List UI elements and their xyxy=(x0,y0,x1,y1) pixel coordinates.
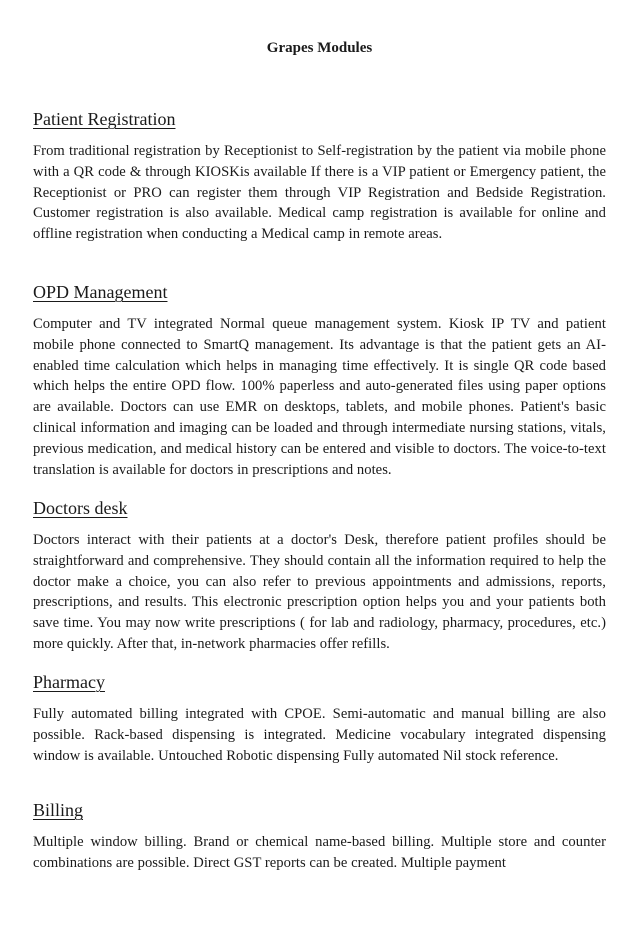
section-billing xyxy=(33,798,606,874)
section-heading: Patient Registration xyxy=(33,109,176,129)
section-heading: OPD Management xyxy=(33,282,168,302)
section-body: Multiple window billing. Brand or chemical name-based billing. Multiple store and counter combinations are possible. Direct GST reports can be created. Multiple payment xyxy=(33,834,606,871)
section-patient-registration xyxy=(33,107,606,245)
section-body: Fully automated billing integrated with CPOE. Semi-automatic and manual billing are also possible. Rack-based dispensing is integrated. Medicine vocabulary integrated dispensing window is available. Untouched Robotic dispensing Fully automated Nil stock reference. xyxy=(33,706,606,764)
section-heading: Doctors desk xyxy=(33,498,128,518)
document-title: Grapes Modules xyxy=(266,40,373,56)
section-heading: Billing xyxy=(33,800,84,820)
section-body: Computer and TV integrated Normal queue management system. Kiosk IP TV and patient mobile phone connected to SmartQ management. Its advantage is that the patient gets an AI-enabled time calculation which helps in managing time effectively. It is single QR code based which helps the entire OPD flow. 100% paperless and auto-generated files using paper options are available. Doctors can use EMR on desktops, tablets, and mobile phones. Patient's basic clinical information and imaging can be loaded and through intermediate nursing stations, vitals, previous medication, and medical history can be entered and visible to doctors. The voice-to-text translation is available for doctors in prescriptions and notes. xyxy=(33,316,606,478)
section-body: From traditional registration by Receptionist to Self-registration by the patient via mobile phone with a QR code & through KIOSKis available If there is a VIP patient or Emergency patient, the Receptionist or PRO can register them through VIP Registration and Bedside Registration. Customer registration is also available. Medical camp registration is available for online and offline registration when conducting a Medical camp in remote areas. xyxy=(33,143,606,243)
section-pharmacy xyxy=(33,670,606,766)
section-heading: Pharmacy xyxy=(33,672,105,692)
section-opd-management xyxy=(33,280,606,480)
section-doctors-desk xyxy=(33,496,606,655)
section-body: Doctors interact with their patients at a doctor's Desk, therefore patient profiles should be straightforward and comprehensive. They should contain all the information required to help the doctor make a choice, you can also refer to previous appointments and admissions, reports, prescriptions, and results. This electronic prescription option helps you and your patients both save time. You may now write prescriptions ( for lab and radiology, pharmacy, procedures, etc.) more quickly. After that, in-network pharmacies offer refills. xyxy=(33,532,606,652)
